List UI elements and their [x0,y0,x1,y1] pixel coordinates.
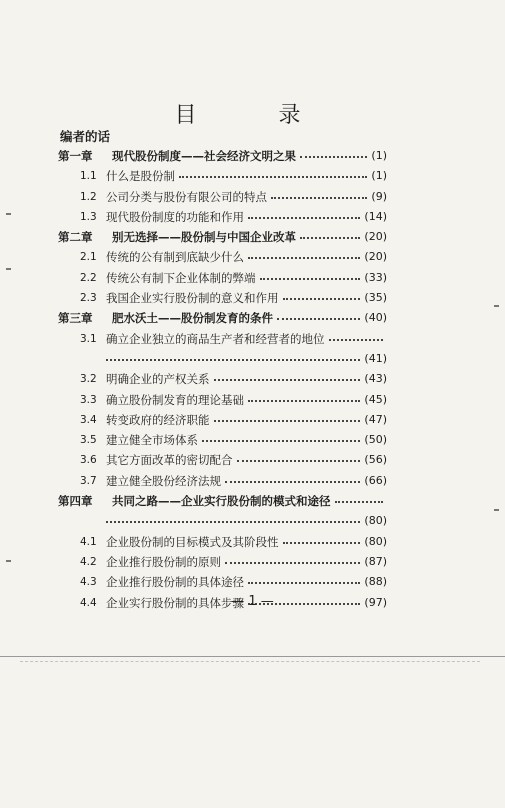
toc-entry-number: 3.3 [80,393,97,406]
toc-dot-leader [277,318,360,320]
toc-entry-page: (14) [364,209,387,223]
editor-note: 编者的话 [60,129,111,144]
page-number: — 1 — [231,594,274,609]
toc-entry-page: (1) [371,169,387,183]
toc-entry-title: 其它方面改革的密切配合 [106,453,233,468]
toc-dot-leader [237,460,360,462]
toc-row [0,349,505,369]
toc-entry-title: 我国企业实行股份制的意义和作用 [106,291,279,306]
toc-entry-title: 传统的公有制到底缺少什么 [106,250,244,265]
toc-entry-title: 企业推行股份制的具体途径 [106,575,244,590]
toc-entry-page: (56) [364,453,387,467]
toc-row [0,268,505,288]
toc-entry-page: (80) [364,514,387,528]
toc-row [0,288,505,308]
toc-dot-leader [106,521,360,523]
toc-dot-leader [248,400,360,402]
toc-entry-number: 2.1 [80,251,97,264]
toc-row [0,410,505,430]
toc-entry-page: (80) [364,534,387,548]
toc-dot-leader [271,197,367,199]
toc-entry-page: (33) [364,270,387,284]
toc-entry-page: (50) [364,433,387,447]
toc-entry-number: 2.3 [80,292,97,305]
toc-entry-page: (87) [364,554,387,568]
toc-entry-number: 1.1 [80,170,97,183]
toc-row [0,390,505,410]
toc-dot-leader [214,379,360,381]
toc-entry-title: 企业股份制的目标模式及其阶段性 [106,534,279,549]
toc-entry-number: 3.7 [80,474,97,487]
toc-dot-leader [335,501,383,503]
toc-chapter-row [0,227,505,247]
toc-entry-title: 现代股份制度——社会经济文明之果 [112,149,296,163]
toc-dot-leader [329,339,383,341]
toc-entry-title: 建立健全股份经济法规 [106,473,221,488]
margin-mark [494,509,499,511]
toc-entry-number: 3.2 [80,373,97,386]
toc-row [0,247,505,267]
toc-row [0,187,505,207]
table-of-contents [0,146,505,613]
toc-entry-number: 第三章 [58,311,93,326]
toc-entry-page: (47) [364,412,387,426]
toc-entry-number: 1.2 [80,190,97,203]
toc-entry-page: (66) [364,473,387,487]
toc-dot-leader [283,298,360,300]
toc-entry-title: 企业实行股份制的具体步骤 [106,595,244,610]
toc-entry-page: (20) [364,250,387,264]
toc-dot-leader [248,257,360,259]
toc-entry-number: 3.1 [80,332,97,345]
toc-entry-number: 1.3 [80,210,97,223]
toc-dot-leader [179,176,367,178]
page-title: 目 录 [174,103,331,128]
toc-entry-title: 别无选择——股份制与中国企业改革 [112,230,296,245]
toc-dot-leader [300,237,360,239]
toc-entry-page: (40) [364,311,387,325]
toc-row [0,450,505,470]
toc-entry-title: 企业推行股份制的原则 [106,554,221,569]
toc-entry-page: (41) [364,351,387,365]
toc-entry-title: 现代股份制度的功能和作用 [106,209,244,224]
toc-dot-leader [248,217,360,219]
toc-entry-page: (97) [364,595,387,609]
toc-row [0,532,505,552]
toc-dot-leader [225,481,360,483]
toc-entry-page: (45) [364,392,387,406]
toc-entry-number: 3.4 [80,413,97,426]
toc-dot-leader [106,359,360,361]
toc-chapter-row [0,146,505,166]
toc-entry-page: (1) [371,149,387,162]
toc-entry-number: 2.2 [80,271,97,284]
toc-entry-title: 确立股份制发育的理论基础 [106,392,244,407]
toc-row [0,511,505,531]
margin-mark [6,560,11,562]
toc-chapter-row [0,491,505,511]
toc-entry-page: (9) [371,189,387,203]
toc-entry-number: 4.3 [80,576,97,589]
toc-entry-title: 公司分类与股份有限公司的特点 [106,189,267,204]
toc-row [0,329,505,349]
toc-entry-title: 建立健全市场体系 [106,433,198,448]
toc-entry-number: 3.6 [80,454,97,467]
toc-dot-leader [300,156,367,158]
toc-dot-leader [214,420,360,422]
toc-row [0,369,505,389]
toc-dot-leader [283,542,360,544]
toc-dot-leader [202,440,360,442]
toc-entry-title: 肥水沃土——股份制发育的条件 [112,311,273,326]
toc-entry-number: 第四章 [58,494,93,509]
toc-entry-number: 第二章 [58,230,93,245]
toc-entry-page: (20) [364,230,387,244]
toc-row [0,572,505,592]
toc-entry-number: 4.4 [80,596,97,609]
toc-entry-page: (35) [364,291,387,305]
toc-dot-leader [225,562,360,564]
toc-entry-title: 转变政府的经济职能 [106,412,210,427]
toc-chapter-row [0,308,505,328]
toc-row [0,166,505,186]
toc-entry-page: (43) [364,372,387,386]
toc-row [0,471,505,491]
toc-row [0,552,505,572]
toc-row [0,430,505,450]
toc-entry-title: 什么是股份制 [106,169,175,184]
toc-row [0,207,505,227]
margin-mark [6,213,11,215]
margin-mark [6,268,11,270]
toc-entry-page: (88) [364,575,387,589]
toc-entry-title: 传统公有制下企业体制的弊端 [106,270,256,285]
toc-dot-leader [248,582,360,584]
toc-entry-number: 4.2 [80,555,97,568]
toc-entry-title: 明确企业的产权关系 [106,372,210,387]
toc-dot-leader [260,278,360,280]
toc-entry-title: 确立企业独立的商品生产者和经营者的地位 [106,331,325,346]
margin-mark [494,305,499,307]
scan-line [0,656,505,657]
toc-entry-number: 第一章 [58,149,93,163]
toc-entry-number: 3.5 [80,434,97,447]
toc-entry-number: 4.1 [80,535,97,548]
scan-line-faint [20,661,480,662]
toc-entry-title: 共同之路——企业实行股份制的模式和途径 [112,494,331,509]
